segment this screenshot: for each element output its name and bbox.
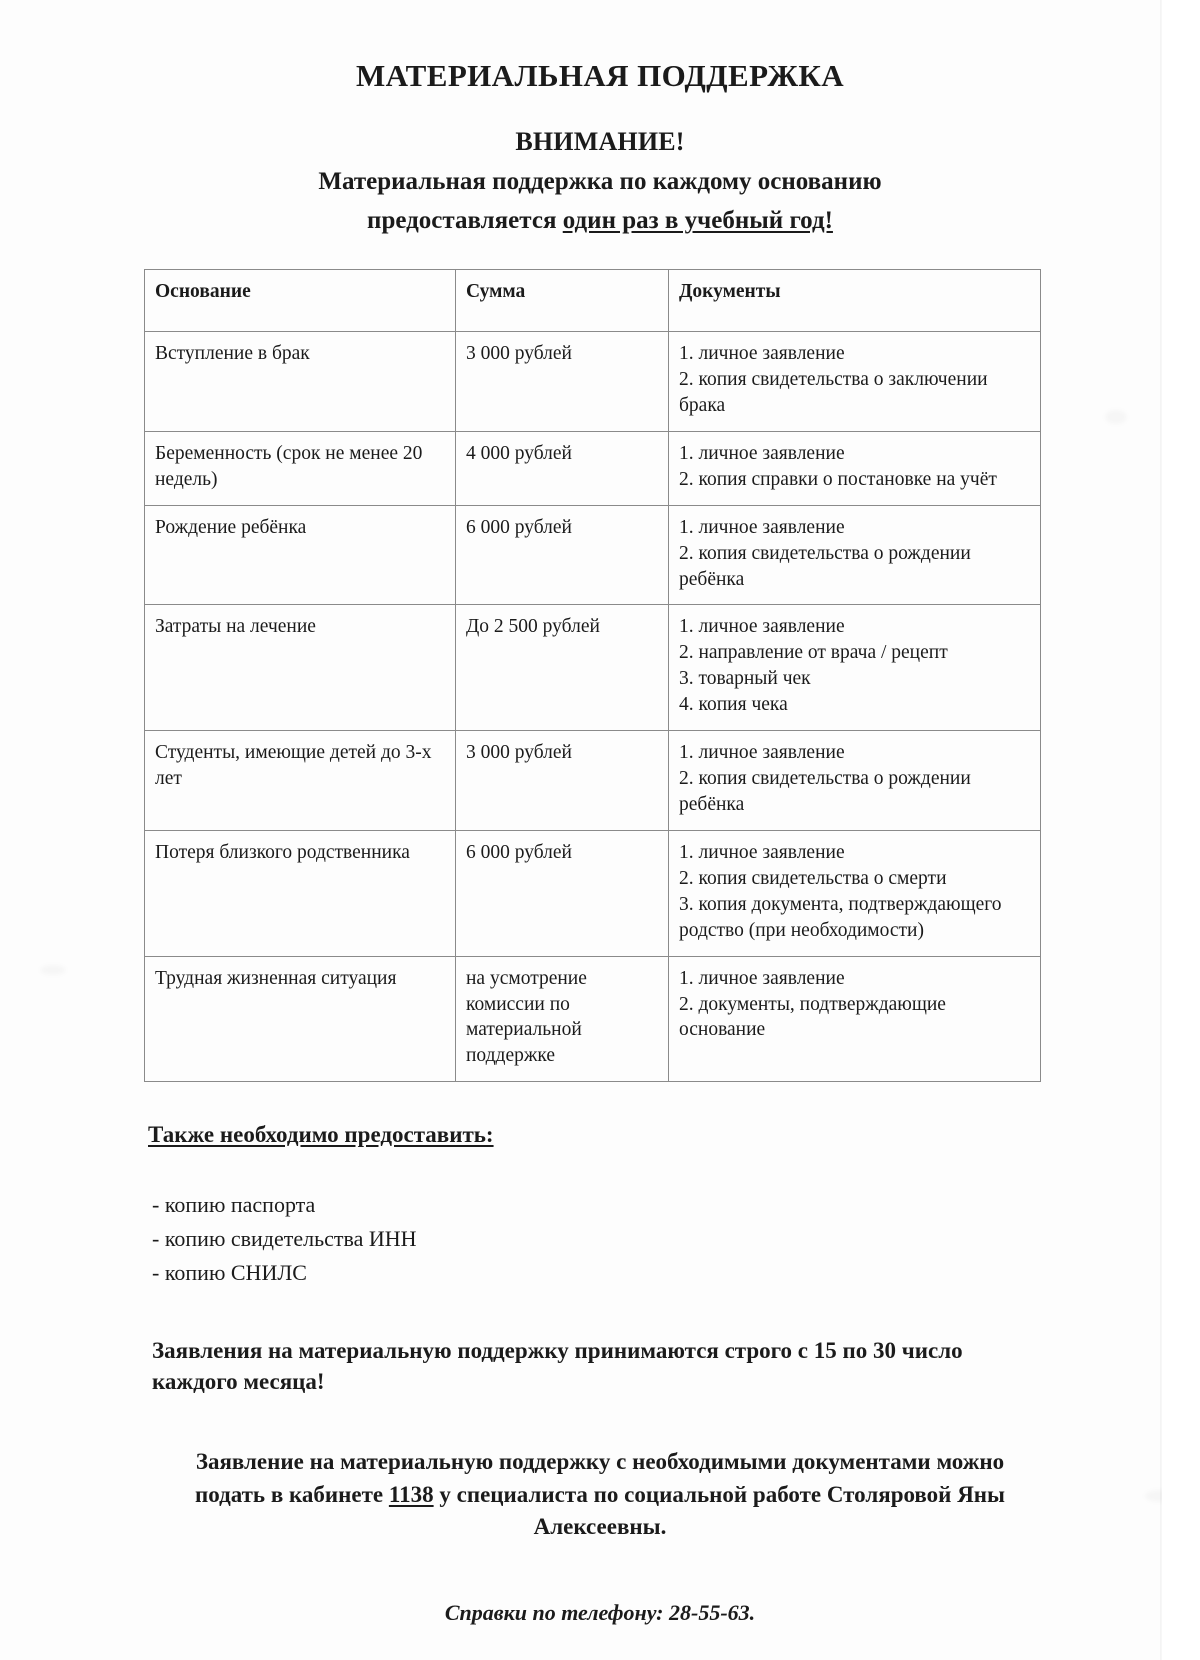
document-list [679,840,1030,944]
table-row [145,505,1041,605]
column-header-sum: Сумма [456,270,669,332]
cell-sum: 3 000 рублей [456,332,669,432]
cell-documents [669,332,1041,432]
document-item: 2. направление от врача / рецепт [679,642,948,664]
document-item: 2. копия справки о постановке на учёт [679,468,997,490]
scan-artifact [40,965,66,975]
support-table [144,269,1041,1082]
deadline-notice: Заявления на материальную поддержку принимаются строго с 15 по 30 число каждого месяца! [152,1337,963,1395]
also-required-list [152,1188,1200,1290]
table-row [145,830,1041,956]
table-row [145,956,1041,1082]
list-item: - копию свидетельства ИНН [152,1226,417,1252]
document-item: 3. товарный чек [679,668,811,690]
document-item: 2. копия свидетельства о рождении ребёнка [679,542,971,590]
cabinet-number: 1138 [388,1481,434,1507]
document-list [679,515,1030,593]
document-item: 1. личное заявление [679,742,845,764]
document-item: 3. копия документа, подтверждающего родство (при необходимости) [679,893,1002,941]
cell-documents [669,431,1041,505]
attention-notice [0,125,1200,237]
cell-documents [669,830,1041,956]
cell-sum: 4 000 рублей [456,431,669,505]
document-item: 1. личное заявление [679,967,845,989]
phone-notice: Справки по телефону: 28-55-63. [444,1600,756,1626]
cell-sum: 6 000 рублей [456,830,669,956]
document-item: 4. копия чека [679,694,788,716]
document-item: 1. личное заявление [679,841,845,863]
cell-documents [669,605,1041,731]
attention-line-1: Материальная поддержка по каждому основанию [318,168,882,196]
cell-sum: 6 000 рублей [456,505,669,605]
attention-line-2-emphasis: один раз в учебный год! [562,207,833,235]
cell-basis: Рождение ребёнка [145,505,456,605]
table-row [145,605,1041,731]
cell-basis: Трудная жизненная ситуация [145,956,456,1082]
document-list [679,441,1030,493]
cell-sum: 3 000 рублей [456,731,669,831]
office-line-2-prefix: можно подать в кабинете [194,1449,1005,1507]
document-item: 2. копия свидетельства о смерти [679,867,947,889]
scan-artifact [1105,410,1127,424]
office-line-2-suffix: у специалиста по социальной работе [433,1481,822,1507]
office-notice [170,1446,1030,1544]
column-header-documents: Документы [669,270,1041,332]
scan-edge [1162,0,1200,1660]
document-list [679,614,1030,718]
also-required-heading: Также необходимо предоставить: [148,1122,494,1148]
cell-basis: Беременность (срок не менее 20 недель) [145,431,456,505]
list-item: - копию СНИЛС [152,1260,307,1286]
attention-line-2 [0,204,1200,237]
cell-basis: Вступление в брак [145,332,456,432]
document-item: 1. личное заявление [679,343,845,365]
document-list [679,740,1030,818]
cell-sum: на усмотрение комиссии по материальной поддержке [456,956,669,1082]
table-row [145,332,1041,432]
document-item: 2. копия свидетельства о заключении брака [679,369,988,416]
cell-documents [669,731,1041,831]
table-row [145,431,1041,505]
document-item: 2. документы, подтверждающие основание [679,993,946,1041]
document-item: 1. личное заявление [679,442,845,464]
document-item: 1. личное заявление [679,616,845,638]
page-title: МАТЕРИАЛЬНАЯ ПОДДЕРЖКА [355,57,845,93]
document-item: 1. личное заявление [679,516,845,538]
office-line-1: Заявление на материальную поддержку с необходимыми документами [195,1449,931,1475]
cell-basis: Затраты на лечение [145,605,456,731]
cell-documents [669,956,1041,1082]
list-item: - копию паспорта [152,1192,316,1218]
document-list [679,341,1030,419]
attention-line-2-prefix: предоставляется [367,207,563,235]
document-item: 2. копия свидетельства о рождении ребёнка [679,768,971,815]
column-header-basis: Основание [145,270,456,332]
office-line-3: Столяровой Яны Алексеевны. [533,1481,1006,1540]
table-header-row [145,270,1041,332]
cell-basis: Потеря близкого родственника [145,830,456,956]
cell-documents [669,505,1041,605]
cell-basis: Студенты, имеющие детей до 3-х лет [145,731,456,831]
cell-sum: До 2 500 рублей [456,605,669,731]
attention-word: ВНИМАНИЕ! [515,126,685,156]
table-row [145,731,1041,831]
document-list [679,966,1030,1044]
